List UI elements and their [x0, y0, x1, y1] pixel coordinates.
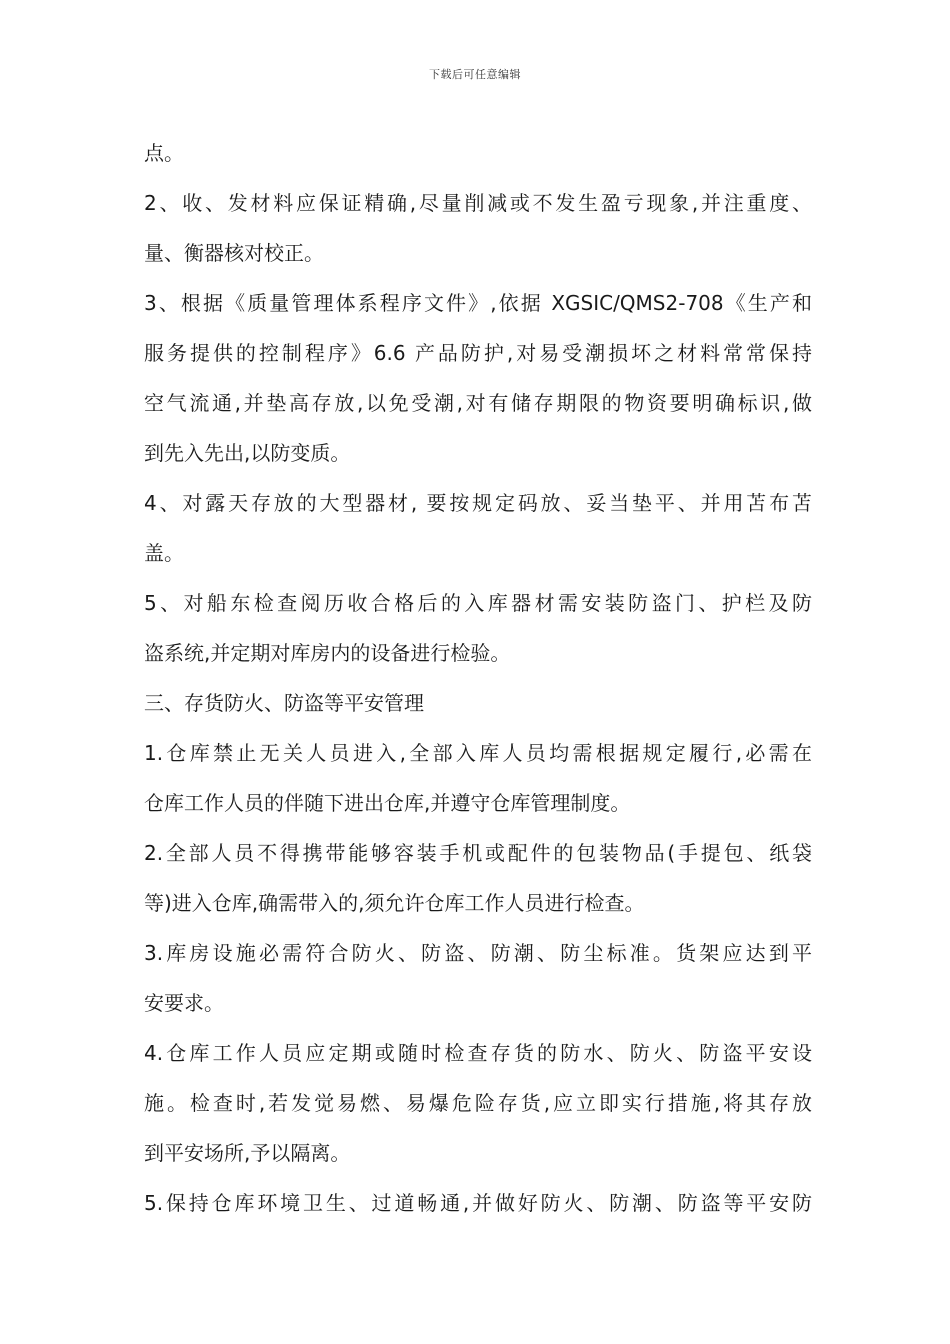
text-line: 2、收、发材料应保证精确,尽量削减或不发生盈亏现象,并注重度、 — [144, 191, 812, 215]
text-line: 4、对露天存放的大型器材, 要按规定码放、妥当垫平、并用苫布苫 — [144, 491, 812, 515]
text-line: 5、对船东检查阅历收合格后的入库器材需安装防盗门、护栏及防 — [144, 591, 812, 615]
text-line: 盖。 — [144, 541, 184, 565]
text-line: 安要求。 — [144, 991, 224, 1015]
text-line: 3、根据《质量管理体系程序文件》,依据 XGSIC/QMS2-708《生产和 — [144, 291, 812, 315]
text-line: 4.仓库工作人员应定期或随时检查存货的防水、防火、防盗平安设 — [144, 1041, 812, 1065]
text-line: 服务提供的控制程序》6.6 产品防护,对易受潮损坏之材料常常保持 — [144, 341, 812, 365]
text-line: 2.全部人员不得携带能够容装手机或配件的包装物品(手提包、纸袋 — [144, 841, 812, 865]
text-line: 量、衡器核对校正。 — [144, 241, 324, 265]
text-line: 到平安场所,予以隔离。 — [144, 1141, 351, 1165]
text-line: 空气流通,并垫高存放,以免受潮,对有储存期限的物资要明确标识,做 — [144, 391, 812, 415]
document-body — [144, 128, 812, 1228]
text-line: 3.库房设施必需符合防火、防盗、防潮、防尘标准。货架应达到平 — [144, 941, 812, 965]
text-line: 5.保持仓库环境卫生、过道畅通,并做好防火、防潮、防盗等平安防 — [144, 1191, 812, 1215]
text-line: 1.仓库禁止无关人员进入,全部入库人员均需根据规定履行,必需在 — [144, 741, 812, 765]
section-heading: 三、存货防火、防盗等平安管理 — [144, 691, 424, 715]
text-line: 到先入先出,以防变质。 — [144, 441, 351, 465]
text-line: 点。 — [144, 141, 184, 165]
text-line: 盗系统,并定期对库房内的设备进行检验。 — [144, 641, 511, 665]
text-line: 仓库工作人员的伴随下进出仓库,并遵守仓库管理制度。 — [144, 791, 631, 815]
text-line: 等)进入仓库,确需带入的,须允许仓库工作人员进行检查。 — [144, 891, 645, 915]
text-line: 施。检查时,若发觉易燃、易爆危险存货,应立即实行措施,将其存放 — [144, 1091, 812, 1115]
header-note: 下载后可任意编辑 — [429, 68, 521, 81]
